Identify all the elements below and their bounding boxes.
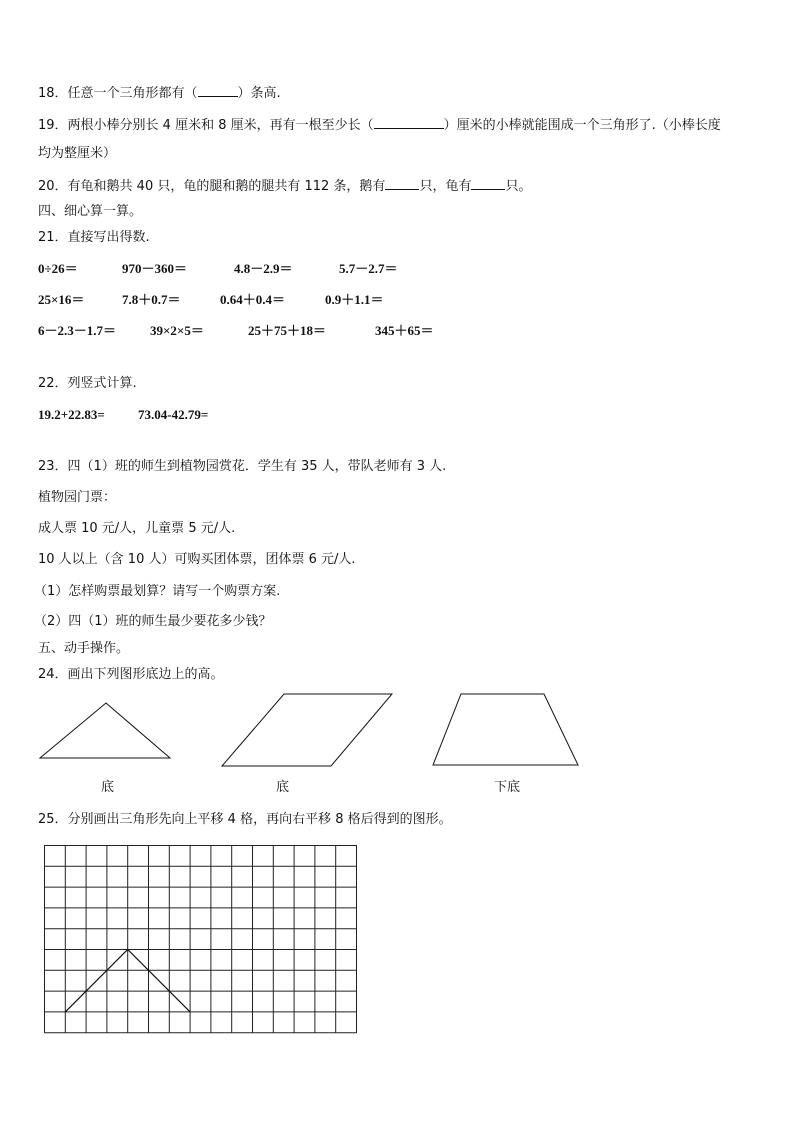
q24-triangle-base-label: 底 — [101, 780, 115, 795]
q24-trapezoid-base-label: 下底 — [494, 780, 521, 795]
q21-title: 21．直接写出得数. — [38, 230, 150, 245]
q24-trapezoid[interactable] — [433, 694, 578, 765]
q20-text-2: 只，龟有 — [419, 179, 472, 194]
q21-expr: 6－2.3－1.7＝ — [38, 323, 117, 338]
q23-line2: 植物园门票： — [38, 490, 117, 505]
q21-expr: 0.9＋1.1＝ — [325, 292, 384, 307]
q21-expr: 0.64＋0.4＝ — [220, 292, 286, 307]
q22-title: 22．列竖式计算. — [38, 376, 137, 391]
q24-parallelogram[interactable] — [222, 694, 392, 766]
q18-text-after: ）条高. — [237, 86, 281, 101]
q25-title: 25．分别画出三角形先向上平移 4 格，再向右平移 8 格后得到的图形。 — [38, 812, 452, 827]
q24-title: 24．画出下列图形底边上的高。 — [38, 667, 224, 682]
q23-line4: 10 人以上（含 10 人）可购买团体票，团体票 6 元/人. — [38, 552, 356, 567]
q18-text-before: 18．任意一个三角形都有（ — [38, 86, 198, 101]
q21-expr: 970－360＝ — [122, 261, 188, 276]
q21-expr: 5.7－2.7＝ — [339, 261, 398, 276]
q19-text-before: 19．两根小棒分别长 4 厘米和 8 厘米，再有一根至少长（ — [38, 118, 374, 133]
q21-expr: 7.8＋0.7＝ — [122, 292, 181, 307]
q19-line2: 均为整厘米） — [38, 146, 117, 161]
q21-expr: 39×2×5＝ — [150, 323, 204, 338]
q23-sub2: （2）四（1）班的师生最少要花多少钱？ — [34, 614, 272, 629]
q24-parallelogram-base-label: 底 — [276, 780, 290, 795]
q22-expr: 73.04-42.79= — [138, 407, 209, 422]
q23-line3: 成人票 10 元/人，儿童票 5 元/人. — [38, 521, 236, 536]
q21-expr: 4.8－2.9＝ — [234, 261, 293, 276]
q21-expr: 25＋75＋18＝ — [248, 323, 327, 338]
q21-expr: 0÷26＝ — [38, 261, 78, 276]
q21-expr: 345＋65＝ — [375, 323, 434, 338]
q23-line1: 23．四（1）班的师生到植物园赏花．学生有 35 人，带队老师有 3 人. — [38, 459, 447, 474]
q22-expr: 19.2+22.83= — [38, 407, 105, 422]
q25-grid[interactable] — [45, 845, 357, 1033]
q20-text-3: 只。 — [505, 179, 532, 194]
q23-sub1: （1）怎样购票最划算？请写一个购票方案. — [34, 584, 281, 599]
section-4-heading: 四、细心算一算。 — [38, 204, 143, 219]
q19-text-after: ）厘米的小棒就能围成一个三角形了.（小棒长度 — [443, 118, 721, 133]
section-5-heading: 五、动手操作。 — [38, 641, 130, 656]
q21-expr: 25×16＝ — [38, 292, 85, 307]
q24-triangle[interactable] — [40, 703, 170, 758]
q20-text-1: 20．有龟和鹅共 40 只，龟的腿和鹅的腿共有 112 条，鹅有 — [38, 179, 386, 194]
